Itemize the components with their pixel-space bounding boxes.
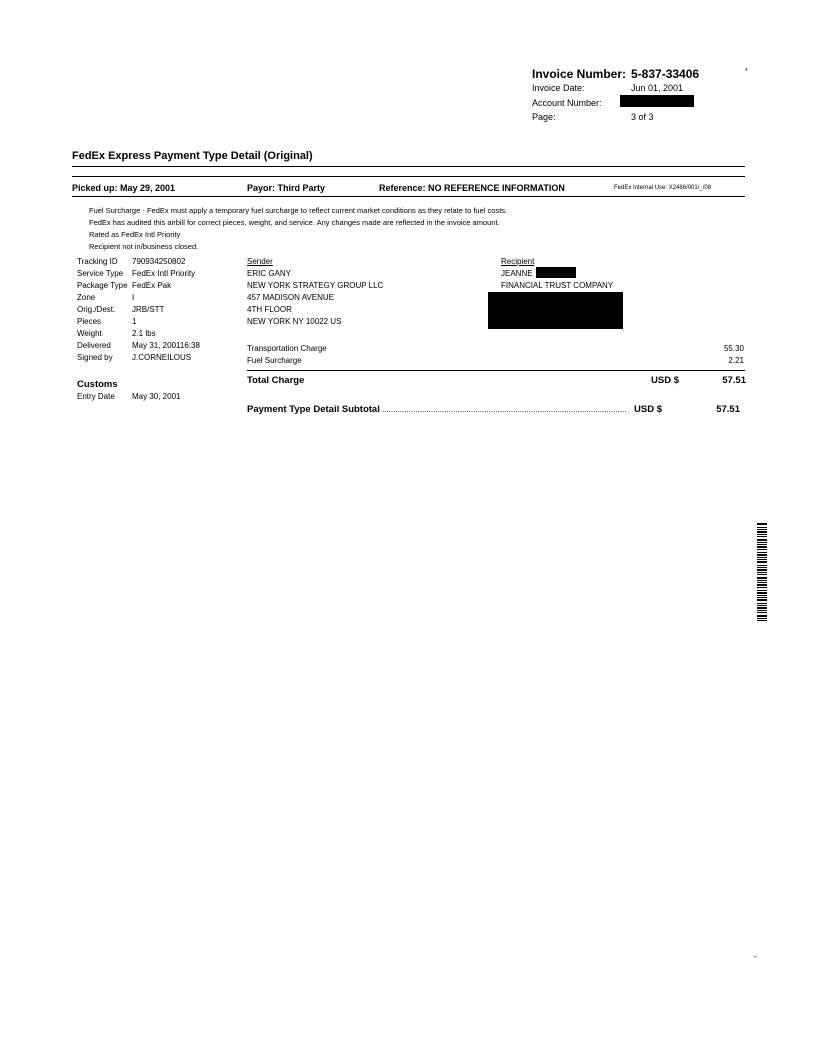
- detail-value: 1: [132, 317, 137, 326]
- detail-labels: [77, 256, 128, 364]
- invoice-date-value: Jun 01, 2001: [631, 83, 684, 93]
- subtotal-amount: 57.51: [716, 404, 740, 415]
- detail-value: J.CORNEILOUS: [132, 353, 192, 362]
- note-line: Recipient not in/business closed.: [89, 242, 199, 251]
- page-label: Page:: [532, 112, 556, 122]
- customs-heading: Customs: [77, 379, 118, 390]
- sender-block: [247, 256, 383, 328]
- recipient-heading: Recipient: [501, 257, 535, 266]
- divider-shipment: [72, 196, 745, 197]
- footer-mark: -: [754, 952, 757, 961]
- note-line: Fuel Surcharge - FedEx must apply a temporary fuel surcharge to reflect current market conditions as they relate to fuel costs.: [89, 206, 508, 215]
- recipient-name-redaction: [536, 267, 576, 278]
- barcode: [757, 523, 767, 621]
- detail-value: 2.1 lbs: [132, 329, 156, 338]
- detail-values: [132, 256, 200, 364]
- detail-label: Pieces: [77, 317, 102, 326]
- total-amount: 57.51: [722, 375, 746, 386]
- subtotal-leader-dots: ..............................................................................................................: [382, 405, 627, 414]
- recipient-company: FINANCIAL TRUST COMPANY: [501, 281, 614, 290]
- sender-line: NEW YORK STRATEGY GROUP LLC: [247, 281, 384, 290]
- subtotal-label: Payment Type Detail Subtotal: [247, 404, 380, 415]
- detail-label: Orig./Dest.: [77, 305, 116, 314]
- sender-heading: Sender: [247, 257, 273, 266]
- sender-line: ERIC GANY: [247, 269, 292, 278]
- charge-amount: 2.21: [728, 356, 744, 365]
- account-number-redaction: [620, 95, 694, 107]
- divider-top: [72, 166, 745, 167]
- account-number-label: Account Number:: [532, 98, 602, 108]
- sender-line: NEW YORK NY 10022 US: [247, 317, 342, 326]
- internal-use: FedEx Internal Use: X2486/001/_/08: [614, 185, 712, 191]
- sender-line: 4TH FLOOR: [247, 305, 292, 314]
- detail-value: JRB/STT: [132, 305, 165, 314]
- customs-entry-label: Entry Date: [77, 392, 115, 401]
- subtotal-currency: USD $: [634, 404, 662, 415]
- detail-label: Delivered: [77, 341, 111, 350]
- charge-label: Fuel Surcharge: [247, 356, 302, 365]
- picked-up-date: Picked up: May 29, 2001: [72, 183, 176, 193]
- sender-line: 457 MADISON AVENUE: [247, 293, 334, 302]
- corner-mark: *: [745, 68, 748, 75]
- customs-entry-value: May 30, 2001: [132, 392, 181, 401]
- total-label: Total Charge: [247, 375, 305, 386]
- page-value: 3 of 3: [631, 112, 654, 122]
- charge-label: Transportation Charge: [247, 344, 327, 353]
- notes-block: [89, 205, 507, 253]
- detail-label: Service Type: [77, 269, 124, 278]
- reference: Reference: NO REFERENCE INFORMATION: [379, 183, 565, 193]
- detail-value: FedEx Pak: [132, 281, 172, 290]
- detail-label: Signed by: [77, 353, 113, 362]
- divider-total: [247, 370, 745, 371]
- detail-value: May 31, 200116:38: [132, 341, 200, 350]
- invoice-number-value: 5-837-33406: [631, 67, 700, 81]
- detail-value: FedEx Intl Priority: [132, 269, 196, 278]
- invoice-number-label: Invoice Number:: [532, 67, 627, 81]
- note-line: FedEx has audited this airbill for correct pieces, weight, and service. Any changes made are reflected in the invoice amount.: [89, 218, 500, 227]
- detail-value: I: [132, 293, 135, 302]
- payor: Payor: Third Party: [247, 183, 326, 193]
- note-line: Rated as FedEx Intl Priority: [89, 230, 181, 239]
- recipient-address-redaction: [488, 292, 623, 329]
- invoice-date-label: Invoice Date:: [532, 83, 585, 93]
- detail-value: 790934250802: [132, 257, 186, 266]
- recipient-name: JEANNE: [501, 269, 533, 278]
- detail-label: Weight: [77, 329, 102, 338]
- detail-label: Package Type: [77, 281, 128, 290]
- detail-label: Tracking ID: [77, 257, 118, 266]
- charge-amount: 55.30: [723, 344, 744, 353]
- section-title: FedEx Express Payment Type Detail (Original): [72, 150, 313, 162]
- divider-second: [72, 176, 745, 177]
- total-currency: USD $: [651, 375, 679, 386]
- detail-label: Zone: [77, 293, 96, 302]
